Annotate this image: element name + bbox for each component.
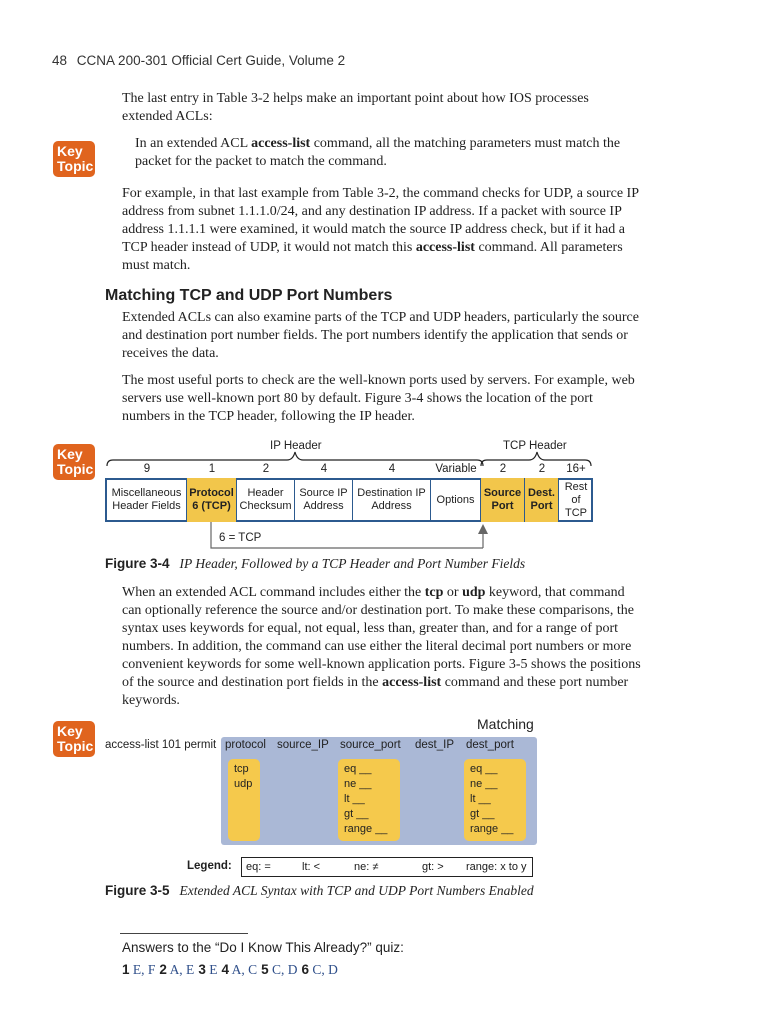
dest-port-option: lt __ — [470, 793, 491, 805]
key-topic-line2: Topic — [57, 461, 94, 477]
header-field-cell: Dest. Port — [525, 478, 559, 522]
port-paragraph — [122, 584, 644, 710]
section-paragraph-2: The most useful ports to check are the well-known ports used by servers. For example, web servers use well-known port 80 by default. Figure 3-4 shows the location of the port numbers in the TCP header, following the IP header. — [122, 373, 635, 424]
ip-header-label: IP Header — [270, 440, 322, 452]
legend-ne: ne: ≠ — [354, 861, 379, 873]
section-heading: Matching TCP and UDP Port Numbers — [105, 287, 393, 304]
dest-port-option: ne __ — [470, 778, 498, 790]
key-topic-line1: Key — [57, 446, 83, 462]
text-segment: When an extended ACL command includes either the — [122, 585, 425, 600]
column-protocol: protocol — [225, 739, 266, 751]
answer-question-number: 3 — [198, 962, 206, 977]
answer-letters: A, E — [169, 962, 195, 977]
intro-paragraph: The last entry in Table 3-2 helps make an important point about how IOS processes extended ACLs: — [122, 91, 589, 124]
answer-letters: C, D — [312, 962, 338, 977]
field-size-label: 4 — [388, 463, 396, 475]
text-segment: command and these port number keywords. — [122, 675, 629, 708]
legend-lt: lt: < — [302, 861, 321, 873]
text-segment: For example, in that last example from Table 3-2, the command checks for UDP, a source IP address from subnet 1.1.1.0/24, and any destination IP address. If a packet with source IP address 1.1.1.1 were examined, it would match the source IP address check, but if it had a TCP header instead of UDP, it would not match this — [122, 186, 639, 255]
keyword-access-list: access-list — [382, 675, 442, 690]
example-paragraph — [122, 185, 644, 275]
protocol-options-box — [228, 759, 260, 841]
dest-port-options-box — [464, 759, 526, 841]
legend-eq: eq: = — [246, 861, 271, 873]
text-segment: keyword, that command can optionally reference the source and/or destination port. To make these comparisons, the syntax uses keywords for equal, not equal, less than, greater than, and for a range of port numbers. In addition, the command can use either the literal decimal port numbers or more convenient keywords for some well-known application ports. Figure 3-5 shows the positions of the source and destination port fields in the — [122, 585, 641, 690]
header-field-cell: Options — [431, 478, 481, 522]
protocol-option-tcp: tcp — [234, 763, 249, 775]
source-port-option: range __ — [344, 823, 388, 835]
field-size-label: 2 — [262, 463, 270, 475]
answer-question-number: 1 — [122, 962, 130, 977]
legend-range: range: x to y — [466, 861, 527, 873]
source-port-option: eq __ — [344, 763, 372, 775]
caption-number: Figure 3-5 — [105, 883, 170, 898]
dest-port-option: range __ — [470, 823, 514, 835]
figure-3-5-diagram — [105, 715, 545, 880]
figure-3-4-diagram — [105, 438, 595, 553]
keyword-udp: udp — [462, 585, 486, 600]
answer-letters: A, C — [231, 962, 258, 977]
field-size-label: 16+ — [566, 463, 586, 475]
legend-label: Legend: — [187, 860, 232, 872]
keyword-tcp: tcp — [424, 585, 444, 600]
column-source-port: source_port — [340, 739, 401, 751]
source-port-options-box — [338, 759, 400, 841]
keyword-access-list: access-list — [415, 240, 475, 255]
header-field-cell: Rest of TCP — [564, 480, 588, 519]
key-topic-line2: Topic — [57, 158, 94, 174]
running-header — [52, 53, 345, 68]
field-size-label: 2 — [538, 463, 546, 475]
acl-command: access-list 101 permit — [105, 739, 217, 751]
source-port-option: ne __ — [344, 778, 372, 790]
source-port-option: lt __ — [344, 793, 365, 805]
page-number: 48 — [52, 53, 68, 68]
header-field-cell: Destination IP Address — [353, 478, 431, 522]
key-topic-line2: Topic — [57, 738, 94, 754]
column-source-ip: source_IP — [277, 739, 329, 751]
footnote-intro: Answers to the “Do I Know This Already?” quiz: — [122, 940, 404, 955]
answer-letters: C, D — [272, 962, 298, 977]
text-segment: In an extended ACL — [135, 136, 252, 151]
answer-question-number: 6 — [301, 962, 310, 977]
protocol-arrow-label: 6 = TCP — [219, 532, 262, 544]
column-dest-port: dest_port — [466, 739, 514, 751]
caption-text: IP Header, Followed by a TCP Header and Port Number Fields — [179, 556, 526, 571]
protocol-arrowhead — [478, 524, 488, 534]
key-topic-badge-3 — [53, 721, 95, 757]
key-topic-paragraph — [135, 135, 640, 171]
keyword-access-list: access-list — [251, 136, 311, 151]
matching-label: Matching — [477, 716, 534, 732]
dest-port-option: gt __ — [470, 808, 495, 820]
field-size-label: 9 — [143, 463, 151, 475]
text-segment: command, all the matching parameters must match the packet for the packet to match the command. — [135, 136, 621, 169]
caption-number: Figure 3-4 — [105, 556, 170, 571]
figure-3-4-caption — [105, 556, 525, 572]
key-topic-line1: Key — [57, 723, 83, 739]
header-field-cell: Source IP Address — [295, 478, 353, 522]
column-dest-ip: dest_IP — [415, 739, 454, 751]
footnote-rule — [120, 933, 248, 934]
answer-letters: E, F — [132, 962, 156, 977]
header-field-cell: Header Checksum — [237, 478, 295, 522]
caption-text: Extended ACL Syntax with TCP and UDP Port Numbers Enabled — [179, 883, 534, 898]
key-topic-badge-1 — [53, 141, 95, 177]
answer-question-number: 5 — [261, 962, 269, 977]
tcp-header-label: TCP Header — [503, 440, 567, 452]
answer-question-number: 2 — [159, 962, 167, 977]
legend-gt: gt: > — [422, 861, 444, 873]
key-topic-badge-2 — [53, 444, 95, 480]
header-field-cell: Miscellaneous Header Fields — [107, 478, 187, 522]
answer-letters: E — [209, 962, 218, 977]
source-port-option: gt __ — [344, 808, 369, 820]
figure-3-5-caption — [105, 883, 534, 899]
text-segment: or — [443, 585, 463, 600]
field-size-label: Variable — [435, 463, 477, 475]
header-field-cell: Source Port — [481, 478, 525, 522]
field-size-label: 4 — [320, 463, 328, 475]
field-size-label: 2 — [499, 463, 507, 475]
section-paragraph-1: Extended ACLs can also examine parts of the TCP and UDP headers, particularly the source and destination port number fields. The port numbers identify the application that sends or receives the data. — [122, 310, 639, 361]
dest-port-option: eq __ — [470, 763, 498, 775]
quiz-answers — [122, 962, 342, 978]
text-segment: command. All parameters must match. — [122, 240, 623, 273]
field-size-label: 1 — [208, 463, 216, 475]
book-title: CCNA 200-301 Official Cert Guide, Volume 2 — [76, 53, 346, 68]
legend-box — [241, 857, 533, 877]
protocol-option-udp: udp — [234, 778, 253, 790]
answer-question-number: 4 — [221, 962, 229, 977]
key-topic-line1: Key — [57, 143, 83, 159]
header-field-cell: Protocol 6 (TCP) — [187, 478, 237, 522]
